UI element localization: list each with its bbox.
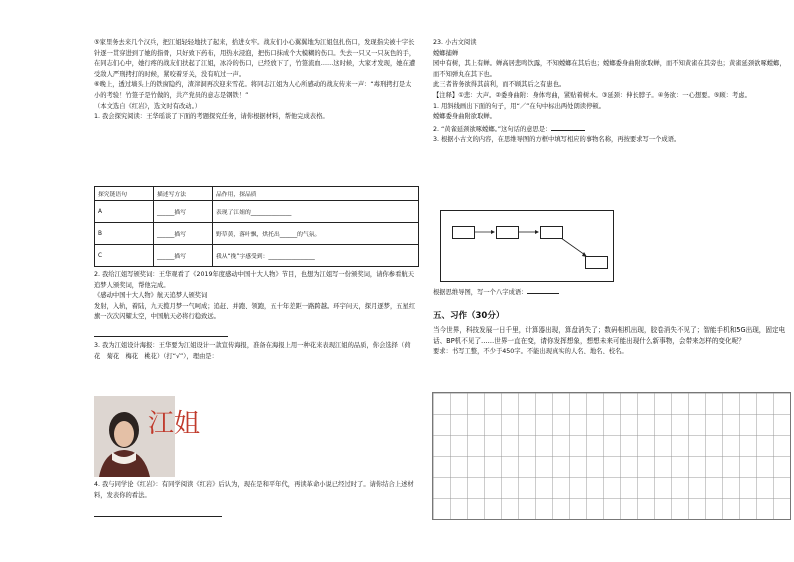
jiang-jie-poster-image	[94, 396, 201, 477]
question-3: 3. 根据小古文的内容，在思维导图的方框中填写相应的事物名称，再按要求写一个成语。	[433, 136, 681, 144]
mind-map-diagram	[440, 210, 614, 282]
question-4-block	[94, 480, 416, 517]
table-header-cell: 描述写方法	[154, 187, 213, 201]
mind-map-arrows	[441, 211, 613, 281]
story-title: 螳螂捕蝉	[433, 49, 459, 57]
mind-map-box[interactable]	[585, 256, 608, 269]
right-column-lower	[433, 286, 789, 358]
poster-calligraphy: 江姐	[148, 409, 201, 439]
classical-text: 园中有树，其上有蝉。蝉高居悲鸣饮露，不知螳螂在其后也；螳螂委身曲附欲取蝉，而不知黄雀在其旁也；黄雀延颈欲啄螳螂，而不知弹丸在其下也。	[433, 60, 786, 78]
question-3: 3. 我为江姐设计海报：王华要为江姐设计一款宣传海报，准备在海报上用一种花来表现江姐的品质，你会选择（荷花 菊花 梅花 桃花）（打“√”），理由是：	[94, 341, 411, 360]
table-cell[interactable]: ______描写	[154, 223, 213, 245]
table-row	[95, 201, 419, 223]
table-header-row	[95, 187, 419, 201]
composition-grid[interactable]	[432, 392, 791, 520]
table-cell[interactable]: ______描写	[154, 245, 213, 267]
question-4: 4. 我与同学论《红岩》：有同学阅读《红岩》后认为，现在是和平年代，再读革命小说已经过时了。请你结合上述材料，发表你的看法。	[94, 481, 414, 499]
answer-line[interactable]	[94, 501, 416, 517]
question-1-sentence: 螳螂委身曲附欲取蝉。	[433, 113, 496, 121]
left-column	[94, 38, 416, 123]
table-cell[interactable]: 野草黄，落叶飘，烘托出______的气氛。	[213, 223, 419, 245]
table-header-cell: 品作用，探品质	[213, 187, 419, 201]
answer-line[interactable]	[94, 323, 416, 341]
classical-text-end: 此三者皆务欲得其前利，而不顾其后之有患也。	[433, 81, 566, 89]
section-5-heading: 五、习作（30分）	[433, 310, 505, 321]
notes: 【注释】①悲：大声。②委身曲附：身体弯曲，紧贴着树木。③延颈：伸长脖子。④务欲：一心想要。⑤顾：考虑。	[433, 91, 751, 99]
table-cell[interactable]: 表现了江姐的______________	[213, 201, 419, 223]
passage-paragraph-6: ⑥晚上，透过墙头上的铁窗隐约，渣滓洞再次迎来雪花。将同志江姐为人心所感动的战友传来一声：“毒刑拷打是太小的考验！竹签子是竹做的，共产党员的意志是钢铁！”	[94, 81, 412, 99]
question-2: 2. “黄雀延颈欲啄螳螂。”这句话的意思是：	[433, 123, 789, 136]
question-23-title: 23. 小古文阅读	[433, 39, 477, 46]
mind-map-box[interactable]	[496, 226, 519, 239]
passage-source: （本文选自《红岩》，选文时有改动。）	[94, 102, 202, 110]
award-text: 发射，入轨，着陆，九天揽月梦一气呵成；追赶、并跑、领跑，五十年差距一路跨越。环宇问天，探月逐梦，五星红旗一次次闪耀太空，中国航天必将行稳致远。	[94, 302, 416, 321]
essay-requirements: 要求：书写工整，不少于450字。不能出现真实的人名、地名、校名。	[433, 348, 628, 356]
question-1: 1. 用斜线画出下面的句子，用“／”在句中标出两处朗读停顿。	[433, 102, 605, 110]
left-column-lower	[94, 270, 416, 362]
mind-map-box[interactable]	[540, 226, 563, 239]
table-row	[95, 223, 419, 245]
table-cell: A	[95, 201, 154, 223]
question-1: 1. 我会探究阅读：王华瑶谈了下面的考题探究任务，请你根据材料，帮他完成表格。	[94, 113, 329, 121]
table-cell[interactable]: ______描写	[154, 201, 213, 223]
table-header-cell: 探究链语句	[95, 187, 154, 201]
table-cell: C	[95, 245, 154, 267]
answer-blank[interactable]	[527, 286, 559, 294]
mind-map-box[interactable]	[452, 226, 475, 239]
table-cell[interactable]: 我从“挽”字感受到：________________	[213, 245, 419, 267]
question-3-tail: 根据思维导图，写一个八字成语：	[433, 286, 789, 299]
table-cell: B	[95, 223, 154, 245]
essay-prompt: 当今世界，科技发展一日千里，计算器出现，算盘消失了；数码相机出现，胶卷消失不见了；智能手机和5G出现，固定电话、BP机不见了……世界一直在变，请你发挥想象，想想未来可能出现什么新事物，会带来怎样的变化呢？	[433, 326, 786, 346]
table-row	[95, 245, 419, 267]
portrait-illustration	[94, 396, 201, 477]
question-2: 2. 我给江姐写颁奖词：王华观看了《2019年度感动中国十大人物》节目，也想为江姐写一份颁奖词，请你参看航天追梦人颁奖词，帮他完成。	[94, 271, 414, 289]
passage-paragraph-5: ⑤家里务去来几个汉兵，把江姐轻轻地扶了起来，拾进女牢。战友们小心翼翼地为江姐包扎伤口，发现指尖被十字长针逐一贯穿进到了她的指骨，只好致下药布，用热水浸泡，把伤口抹成个大模糊的伤口。失去一只又一只灰色的手，在同志们心中，她行疼的战友们扶起了江姐，冰冷的伤口，已经放下了，竹签流血……这时候，大家才发现，她在遭受敌人严刑拷打的时候，紧咬着牙关，没有吭过一声。	[94, 39, 416, 78]
answer-blank[interactable]	[551, 123, 585, 131]
right-column	[433, 38, 789, 146]
award-title: 《感动中国十大人物》航天追梦人颁奖词	[94, 292, 208, 300]
exploration-table	[94, 186, 419, 267]
